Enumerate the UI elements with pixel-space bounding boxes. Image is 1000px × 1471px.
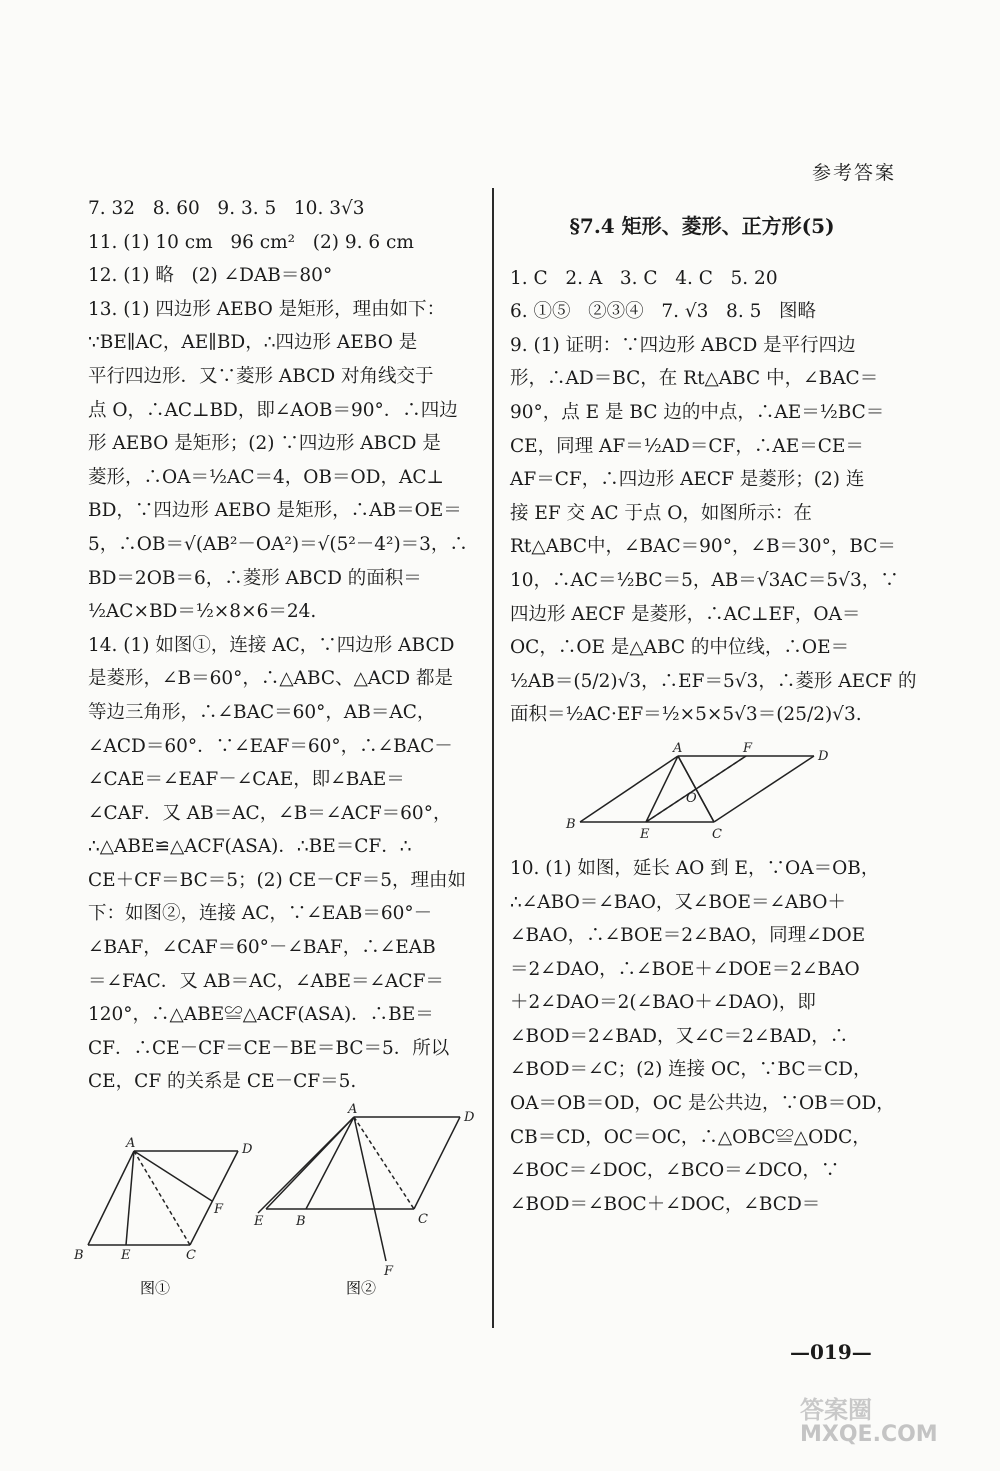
fig3-label-E: E bbox=[640, 826, 650, 842]
fig1-label-B: B bbox=[74, 1248, 84, 1264]
text-line: CE＋CF＝BC＝5；(2) CE－CF＝5，理由如 bbox=[88, 869, 467, 891]
figure-rhombus-diagrams bbox=[74, 1102, 488, 1313]
text-line: 菱形，∴OA＝½AC＝4，OB＝OD，AC⊥ bbox=[88, 466, 444, 488]
fig1-label-F: F bbox=[214, 1202, 224, 1218]
text-line: 10. (1) 如图，延长 AO 到 E，∵OA＝OB， bbox=[510, 857, 880, 879]
right-column bbox=[510, 192, 917, 1221]
fig3-label-C: C bbox=[712, 826, 722, 842]
fig3-label-F: F bbox=[743, 740, 753, 756]
fig2-label-F: F bbox=[384, 1264, 394, 1280]
text-line: ∠BOD＝2∠BAD，又∠C＝2∠BAD，∴ bbox=[510, 1025, 849, 1047]
text-line: 6. ①⑤ ②③④ 7. √3 8. 5 图略 bbox=[510, 301, 816, 323]
fig1-label-C: C bbox=[186, 1248, 196, 1264]
page-header: 参考答案 bbox=[811, 162, 896, 184]
text-line: ∠BOD＝∠C；(2) 连接 OC，∵BC＝CD， bbox=[510, 1059, 872, 1081]
text-line: 面积＝½AC·EF＝½×5×5√3＝(25/2)√3. bbox=[510, 704, 862, 726]
text-line: ＝∠FAC．又 AB＝AC，∠ABE＝∠ACF＝ bbox=[88, 970, 444, 992]
figure-2 bbox=[258, 1117, 460, 1261]
watermark-logo: 答案圈 bbox=[800, 1396, 872, 1424]
text-line: 7. 32 8. 60 9. 3. 5 10. 3√3 bbox=[88, 198, 365, 219]
text-line: 13. (1) 四边形 AEBO 是矩形，理由如下： bbox=[88, 298, 446, 320]
figure-1 bbox=[88, 1151, 238, 1245]
right-text-block bbox=[510, 262, 917, 732]
text-line: BD＝2OB＝6，∴菱形 ABCD 的面积＝ bbox=[88, 567, 422, 589]
figure-2-caption: 图② bbox=[346, 1279, 377, 1298]
text-line: ∠BOD＝∠BOC＋∠DOC，∠BCD＝ bbox=[510, 1193, 821, 1215]
text-line: 9. (1) 证明：∵四边形 ABCD 是平行四边 bbox=[510, 334, 856, 356]
left-column bbox=[74, 192, 475, 1313]
text-line: 120°，∴△ABE≌△ACF(ASA)．∴BE＝ bbox=[88, 1004, 434, 1026]
text-line: ∠CAF．又 AB＝AC，∠B＝∠ACF＝60°， bbox=[88, 802, 452, 824]
text-line: ∠ACD＝60°．∵∠EAF＝60°，∴∠BAC－ bbox=[88, 735, 453, 757]
text-line: CF．∴CE－CF＝CE－BE＝BC＝5．所以 bbox=[88, 1037, 450, 1059]
text-line: BD，∵四边形 AEBO 是矩形，∴AB＝OE＝ bbox=[88, 500, 462, 522]
text-line: 5，∴OB＝√(AB²－OA²)＝√(5²－4²)＝3，∴ bbox=[88, 533, 468, 555]
text-line: CE，CF 的关系是 CE－CF＝5. bbox=[88, 1071, 357, 1093]
fig3-label-D: D bbox=[818, 748, 829, 764]
text-line: 90°，点 E 是 BC 边的中点，∴AE＝½BC＝ bbox=[510, 401, 885, 423]
text-line: ＝2∠DAO，∴∠BOE＋∠DOE＝2∠BAO bbox=[510, 958, 860, 980]
page-number: —019— bbox=[790, 1340, 872, 1364]
text-line: ½AC×BD＝½×8×6＝24. bbox=[88, 601, 317, 623]
text-line: ＋2∠DAO＝2(∠BAO＋∠DAO)，即 bbox=[510, 992, 816, 1014]
text-line: ∴△ABE≌△ACF(ASA)．∴BE＝CF．∴ bbox=[88, 836, 412, 858]
text-line: 形，∴AD＝BC，在 Rt△ABC 中，∠BAC＝ bbox=[510, 368, 879, 390]
text-line: 14. (1) 如图①，连接 AC，∵四边形 ABCD bbox=[88, 634, 455, 656]
text-line: ∠BOC＝∠DOC，∠BCO＝∠DCO，∵ bbox=[510, 1160, 840, 1182]
text-line: ½AB＝(5/2)√3，∴EF＝5√3，∴菱形 AECF 的 bbox=[510, 670, 917, 692]
fig2-label-E: E bbox=[254, 1214, 264, 1230]
text-line: 12. (1) 略 (2) ∠DAB＝80° bbox=[88, 265, 333, 287]
fig2-label-A: A bbox=[348, 1102, 358, 1118]
fig3-label-O: O bbox=[686, 790, 697, 806]
right-text-block-2 bbox=[510, 852, 894, 1222]
text-line: 接 EF 交 AC 于点 O，如图所示：在 bbox=[510, 502, 812, 524]
text-line: 四边形 AECF 是菱形，∴AC⊥EF，OA＝ bbox=[510, 603, 861, 625]
section-title: §7.4 矩形、菱形、正方形(5) bbox=[569, 214, 835, 238]
text-line: CB＝CD，OC＝OC，∴△OBC≌△ODC， bbox=[510, 1126, 871, 1148]
fig3-label-B: B bbox=[566, 816, 576, 832]
text-line: 是菱形，∠B＝60°，∴△ABC、△ACD 都是 bbox=[88, 668, 454, 690]
figure-parallelogram bbox=[510, 740, 894, 844]
fig1-label-E: E bbox=[121, 1248, 131, 1264]
figure-1-caption: 图① bbox=[140, 1279, 171, 1298]
text-line: CE，同理 AF＝½AD＝CF，∴AE＝CE＝ bbox=[510, 435, 864, 457]
text-line: 等边三角形，∴∠BAC＝60°，AB＝AC， bbox=[88, 701, 436, 723]
watermark-url: MXQE.COM bbox=[800, 1422, 938, 1447]
text-line: 下：如图②，连接 AC，∵∠EAB＝60°－ bbox=[88, 903, 433, 925]
text-line: OA＝OB＝OD，OC 是公共边，∵OB＝OD， bbox=[510, 1093, 895, 1115]
text-line: 点 O，∴AC⊥BD，即∠AOB＝90°．∴四边 bbox=[88, 399, 458, 421]
fig1-label-A: A bbox=[126, 1136, 136, 1152]
left-text-block bbox=[88, 192, 472, 1099]
text-line: OC，∴OE 是△ABC 的中位线，∴OE＝ bbox=[510, 637, 850, 659]
text-line: 形 AEBO 是矩形；(2) ∵四边形 ABCD 是 bbox=[88, 433, 441, 455]
text-line: ∠BAO，∴∠BOE＝2∠BAO，同理∠DOE bbox=[510, 925, 866, 947]
fig3-label-A: A bbox=[673, 740, 683, 756]
text-line: ∠CAE＝∠EAF－∠CAE，即∠BAE＝ bbox=[88, 769, 405, 791]
text-line: 10，∴AC＝½BC＝5，AB＝√3AC＝5√3，∵ bbox=[510, 569, 899, 591]
fig2-label-B: B bbox=[296, 1214, 306, 1230]
text-line: 11. (1) 10 cm 96 cm² (2) 9. 6 cm bbox=[88, 231, 414, 253]
text-line: ∴∠ABO＝∠BAO，又∠BOE＝∠ABO＋ bbox=[510, 891, 846, 913]
text-line: AF＝CF，∴四边形 AECF 是菱形；(2) 连 bbox=[510, 469, 865, 491]
column-divider bbox=[492, 188, 494, 1328]
fig2-label-C: C bbox=[418, 1212, 428, 1228]
text-line: ∵BE∥AC，AE∥BD，∴四边形 AEBO 是 bbox=[88, 332, 418, 354]
text-line: 平行四边形．又∵菱形 ABCD 对角线交于 bbox=[88, 365, 434, 387]
text-line: ∠BAF，∠CAF＝60°－∠BAF，∴∠EAB bbox=[88, 937, 436, 959]
text-line: 1. C 2. A 3. C 4. C 5. 20 bbox=[510, 267, 778, 289]
fig2-label-D: D bbox=[464, 1110, 475, 1126]
text-line: Rt△ABC中，∠BAC＝90°，∠B＝30°，BC＝ bbox=[510, 536, 896, 558]
fig1-label-D: D bbox=[242, 1142, 253, 1158]
